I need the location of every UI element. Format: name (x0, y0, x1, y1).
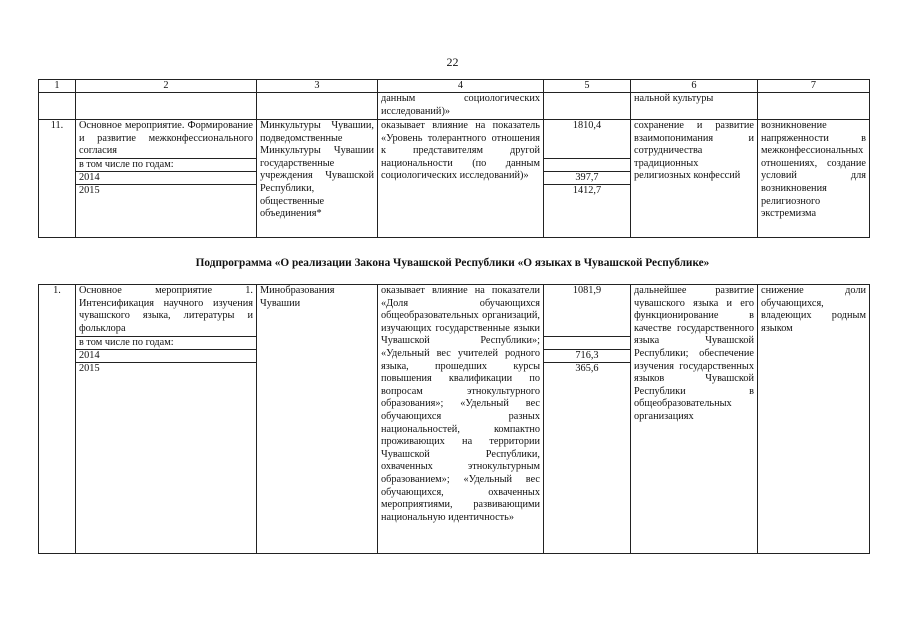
funding-2014: 716,3 (544, 349, 630, 362)
indicator: оказывает влияние на показатели «Доля обучающихся общеобразовательных организаций, изучающих государственные языки Чувашской Республики»; «Удельный вес учителей родного языка, прошедших курсы повышения квалификации по вопросам этнокультурного образования»; «Удельный вес обучающихся разных национальностей, компактно проживающих на территории Чувашской Республики, охваченных этнокультурным образованием»; «Удельный вес обучающихся, охваченных мероприятиями, развивающими национальную идентичность» (378, 285, 544, 554)
funding-cell (544, 285, 631, 554)
continuation-indicator: данным социологических исследований)» (378, 93, 544, 120)
by-years-label: в том числе по годам: (76, 158, 256, 171)
activity-title: Основное мероприятие 1. Интенсификация научного изучения чувашского языка, литературы и фольклора (79, 285, 253, 334)
column-number-row (39, 80, 870, 93)
column-number: 7 (758, 80, 870, 93)
column-number: 2 (76, 80, 257, 93)
funding-blank (544, 336, 630, 349)
table-row (39, 285, 870, 554)
continuation-row (39, 93, 870, 120)
risk: снижение доли обучающихся, владеющих родным языком (758, 285, 870, 554)
executors: Минкультуры Чувашии, подведомственные Минкультуры Чувашии государственные учреждения Чувашской Республики, общественные объединения* (257, 120, 378, 238)
year-2015: 2015 (76, 184, 256, 237)
expected-result: сохранение и развитие взаимопонимания и сотрудничества традиционных религиозных конфессий (631, 120, 758, 238)
activity-cell (76, 285, 257, 554)
funding-2015: 1412,7 (544, 184, 630, 237)
funding-total: 1810,4 (572, 120, 602, 131)
year-2014: 2014 (76, 171, 256, 184)
row-number: 1. (39, 285, 76, 554)
year-2015: 2015 (76, 362, 256, 553)
column-number: 1 (39, 80, 76, 93)
funding-blank (544, 158, 630, 171)
by-years-label: в том числе по годам: (76, 336, 256, 349)
row-number: 11. (39, 120, 76, 238)
column-number: 6 (631, 80, 758, 93)
expected-result: дальнейшее развитие чувашского языка и его функционирование в качестве государственного языка Чувашской Республики; обеспечение изучения государственных языков Чувашской Республики в общеобразовательных организациях (631, 285, 758, 554)
subprogram-title: Подпрограмма «О реализации Закона Чувашской Республики «О языках в Чувашской Республике» (195, 257, 710, 269)
column-number: 4 (378, 80, 544, 93)
year-2014: 2014 (76, 349, 256, 362)
page-number: 22 (446, 55, 459, 69)
program-table-part2 (38, 284, 870, 554)
funding-cell (544, 120, 631, 238)
program-table-part1 (38, 79, 870, 238)
column-number: 5 (544, 80, 631, 93)
funding-total: 1081,9 (572, 285, 602, 296)
continuation-result: нальной культуры (631, 93, 758, 120)
activity-cell (76, 120, 257, 238)
indicator: оказывает влияние на показатель «Уровень толерантного отношения к представителям другой национальности (по данным социологических исследований)» (378, 120, 544, 238)
funding-2014: 397,7 (544, 171, 630, 184)
table-row (39, 120, 870, 238)
activity-title: Основное мероприятие. Формирование и развитие межконфессионального согласия (79, 120, 253, 157)
risk: возникновение напряженности в межконфессиональных отношениях, создание условий для возникновения религиозного экстремизма (758, 120, 870, 238)
column-number: 3 (257, 80, 378, 93)
funding-2015: 365,6 (544, 362, 630, 553)
executors: Минобразования Чувашии (257, 285, 378, 554)
